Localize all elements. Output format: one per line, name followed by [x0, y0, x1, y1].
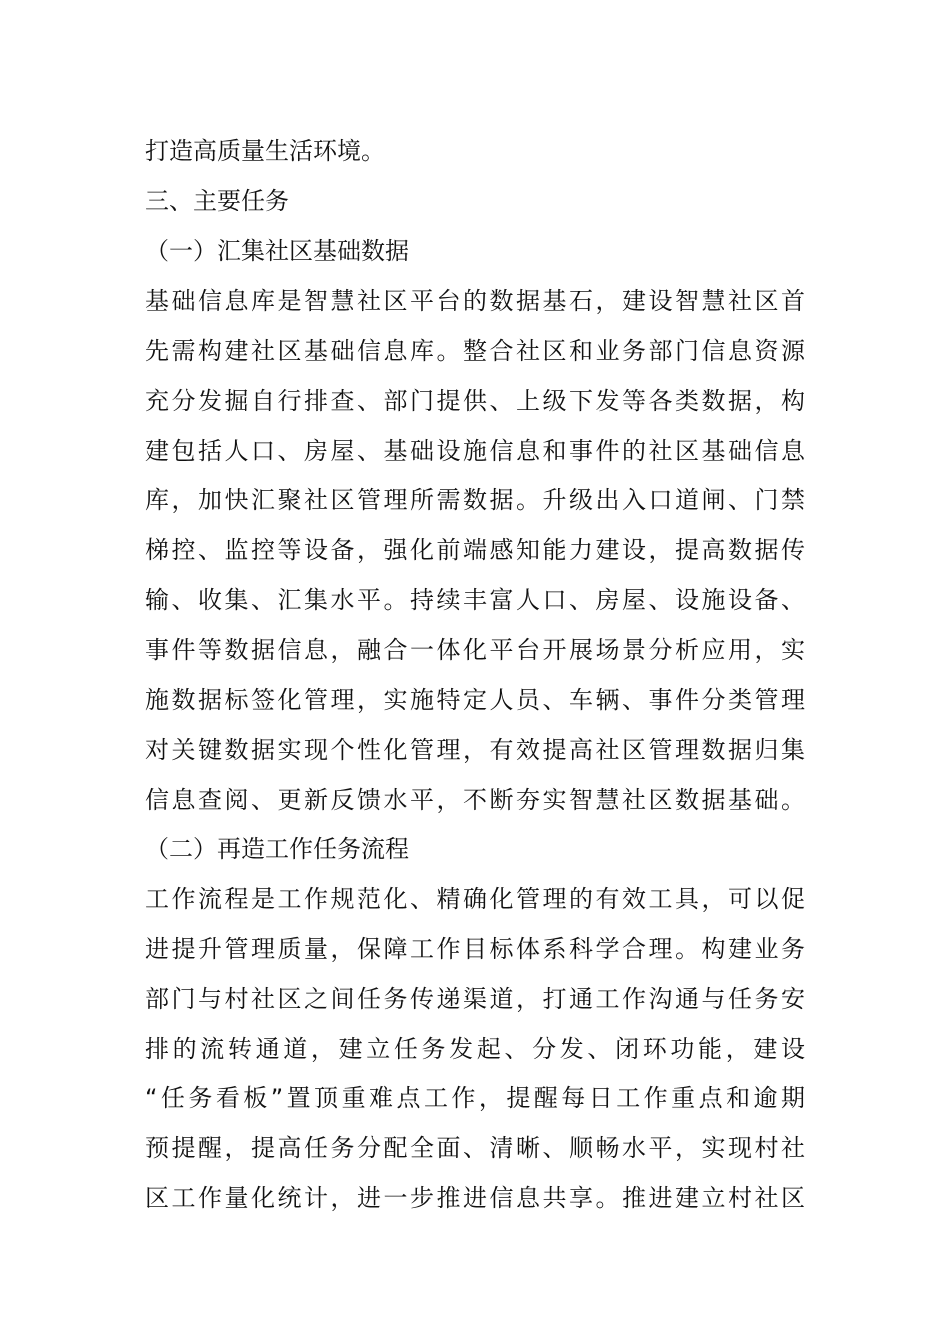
subsection-heading: （一）汇集社区基础数据 — [145, 237, 409, 265]
paragraph-line: 打造高质量生活环境。 — [145, 137, 385, 165]
section-heading: 三、主要任务 — [145, 187, 289, 215]
paragraph-line: 基础信息库是智慧社区平台的数据基石，建设智慧社区首 — [145, 287, 805, 315]
paragraph-line: 先需构建社区基础信息库。整合社区和业务部门信息资源 — [145, 337, 805, 365]
paragraph-line: 部门与村社区之间任务传递渠道，打通工作沟通与任务安 — [145, 985, 805, 1013]
paragraph-line: 工作流程是工作规范化、精确化管理的有效工具，可以促 — [145, 885, 805, 913]
subsection-heading: （二）再造工作任务流程 — [145, 835, 409, 863]
paragraph-line: 梯控、监控等设备，强化前端感知能力建设，提高数据传 — [145, 536, 805, 564]
paragraph-line: 施数据标签化管理，实施特定人员、车辆、事件分类管理 — [145, 686, 805, 714]
paragraph-line: 充分发掘自行排查、部门提供、上级下发等各类数据，构 — [145, 387, 805, 415]
paragraph-line: 区工作量化统计，进一步推进信息共享。推进建立村社区 — [145, 1184, 805, 1212]
paragraph-line: “任务看板”置顶重难点工作，提醒每日工作重点和逾期 — [145, 1084, 805, 1112]
paragraph-line: 输、收集、汇集水平。持续丰富人口、房屋、设施设备、 — [145, 586, 805, 614]
paragraph-line: 信息查阅、更新反馈水平，不断夯实智慧社区数据基础。 — [145, 786, 805, 814]
paragraph-line: 建包括人口、房屋、基础设施信息和事件的社区基础信息 — [145, 437, 805, 465]
paragraph-line: 事件等数据信息，融合一体化平台开展场景分析应用，实 — [145, 636, 805, 664]
paragraph-line: 对关键数据实现个性化管理，有效提高社区管理数据归集 — [145, 736, 805, 764]
paragraph-line: 库，加快汇聚社区管理所需数据。升级出入口道闸、门禁 — [145, 486, 805, 514]
paragraph-line: 预提醒，提高任务分配全面、清晰、顺畅水平，实现村社 — [145, 1134, 805, 1162]
paragraph-line: 进提升管理质量，保障工作目标体系科学合理。构建业务 — [145, 935, 805, 963]
paragraph-line: 排的流转通道，建立任务发起、分发、闭环功能，建设 — [145, 1035, 805, 1063]
